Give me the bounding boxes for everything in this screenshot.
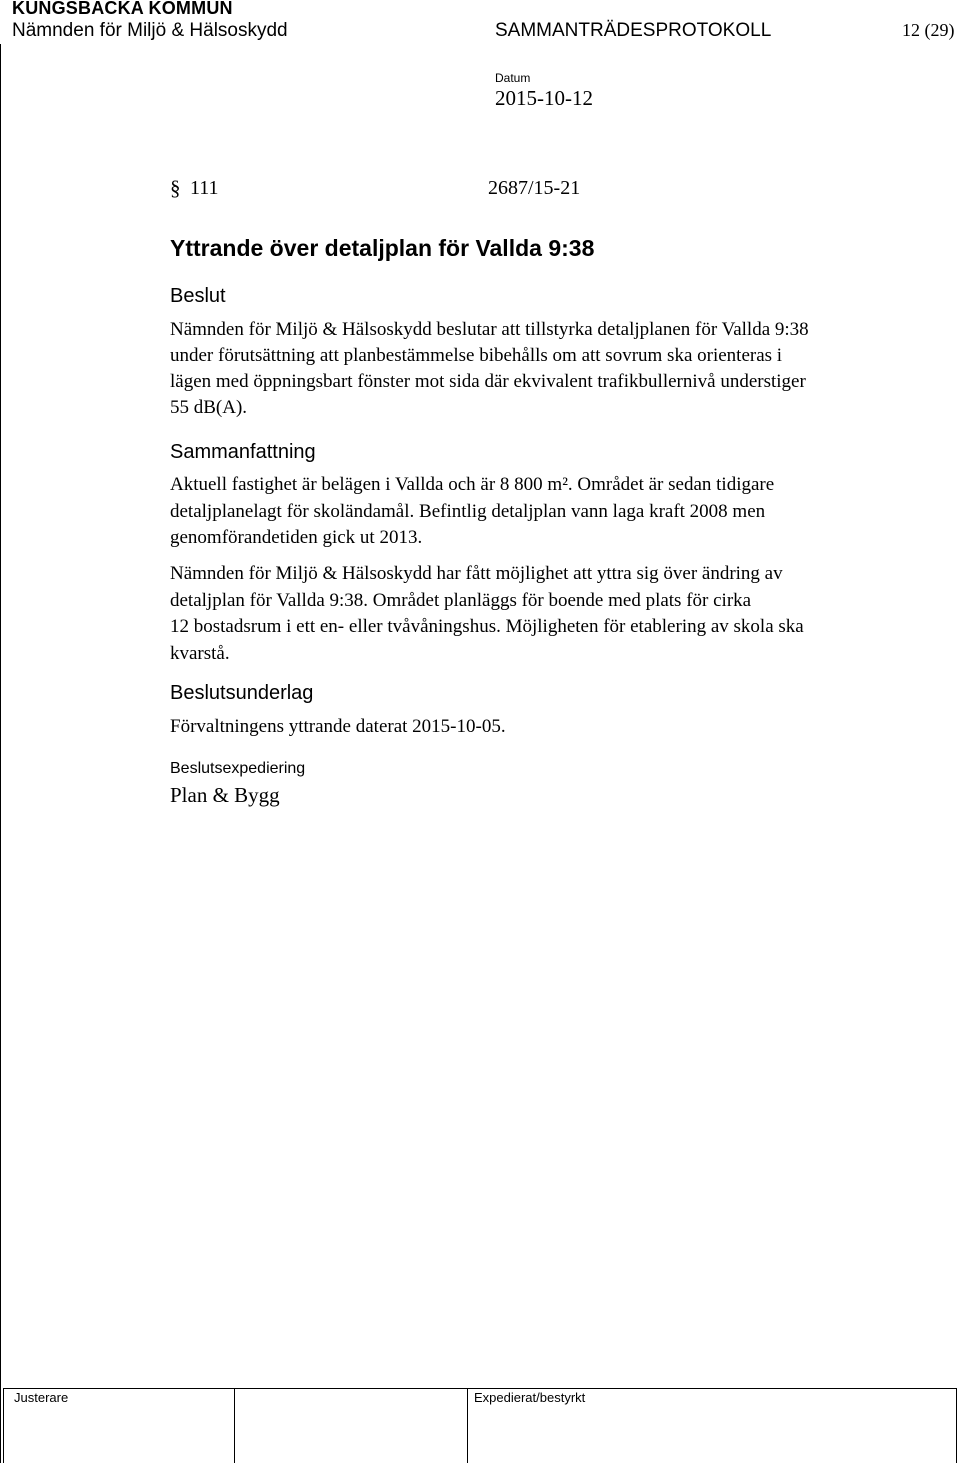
beslutsexpediering-text	[170, 782, 930, 808]
sammanfattning-line: kvarstå.	[170, 642, 230, 664]
expedierat-label: Expedierat/bestyrkt	[474, 1390, 586, 1405]
heading-sammanfattning: Sammanfattning	[170, 441, 316, 463]
sammanfattning-line: 12 bostadsrum i ett en- eller tvåvåningshus. Möjligheten för etablering av skola ska	[170, 616, 804, 637]
sammanfattning-line: genomförandetiden gick ut 2013.	[170, 527, 423, 548]
sammanfattning-line: Nämnden för Miljö & Hälsoskydd har fått möjlighet att yttra sig över ändring av	[170, 563, 783, 584]
beslut-line: Nämnden för Miljö & Hälsoskydd beslutar att tillstyrka detaljplanen för Vallda 9:38	[170, 319, 809, 340]
footer-divider	[467, 1388, 468, 1463]
beslut-text	[170, 317, 930, 421]
footer-divider	[3, 1388, 4, 1463]
heading-beslut: Beslut	[170, 285, 226, 307]
beslut-line: lägen med öppningsbart fönster mot sida där ekvivalent trafikbullernivå understiger	[170, 371, 806, 392]
paragraph-mark: §	[170, 176, 181, 200]
sammanfattning-line: detaljplanelagt för skoländamål. Befintlig detaljplan vann laga kraft 2008 men	[170, 500, 766, 522]
footer-divider	[234, 1388, 235, 1463]
date-value: 2015-10-12	[495, 86, 593, 110]
sammanfattning-line: detaljplan för Vallda 9:38. Området planläggs för boende med plats för cirka	[170, 589, 752, 611]
beslutsexpediering-line: Plan & Bygg	[170, 783, 280, 807]
footer-divider	[956, 1388, 957, 1463]
diary-number: 2687/15-21	[488, 177, 581, 199]
committee-name: Nämnden för Miljö & Hälsoskydd	[12, 20, 288, 41]
sammanfattning-line: Aktuell fastighet är belägen i Vallda och är 8 800 m². Området är sedan tidigare	[170, 474, 775, 495]
date-label: Datum	[495, 71, 531, 85]
organization-name: KUNGSBACKA KOMMUN	[12, 0, 233, 18]
paragraph-number: 111	[190, 177, 219, 199]
page-number: 12 (29)	[902, 20, 955, 40]
justerare-label: Justerare	[14, 1390, 69, 1405]
sammanfattning-paragraph-1	[170, 472, 930, 552]
document-type: SAMMANTRÄDESPROTOKOLL	[495, 20, 772, 41]
beslut-line: 55 dB(A).	[170, 397, 248, 418]
beslutsunderlag-text	[170, 714, 930, 740]
left-margin-rule	[0, 44, 1, 1463]
sammanfattning-paragraph-2	[170, 561, 930, 667]
document-title: Yttrande över detaljplan för Vallda 9:38	[170, 235, 595, 261]
footer-top-rule	[3, 1388, 956, 1389]
beslut-line: under förutsättning att planbestämmelse bibehålls om att sovrum ska orienteras i	[170, 345, 783, 366]
heading-beslutsexpediering: Beslutsexpediering	[170, 760, 306, 777]
beslutsunderlag-line: Förvaltningens yttrande daterat 2015-10-05.	[170, 716, 506, 737]
heading-beslutsunderlag: Beslutsunderlag	[170, 682, 314, 704]
